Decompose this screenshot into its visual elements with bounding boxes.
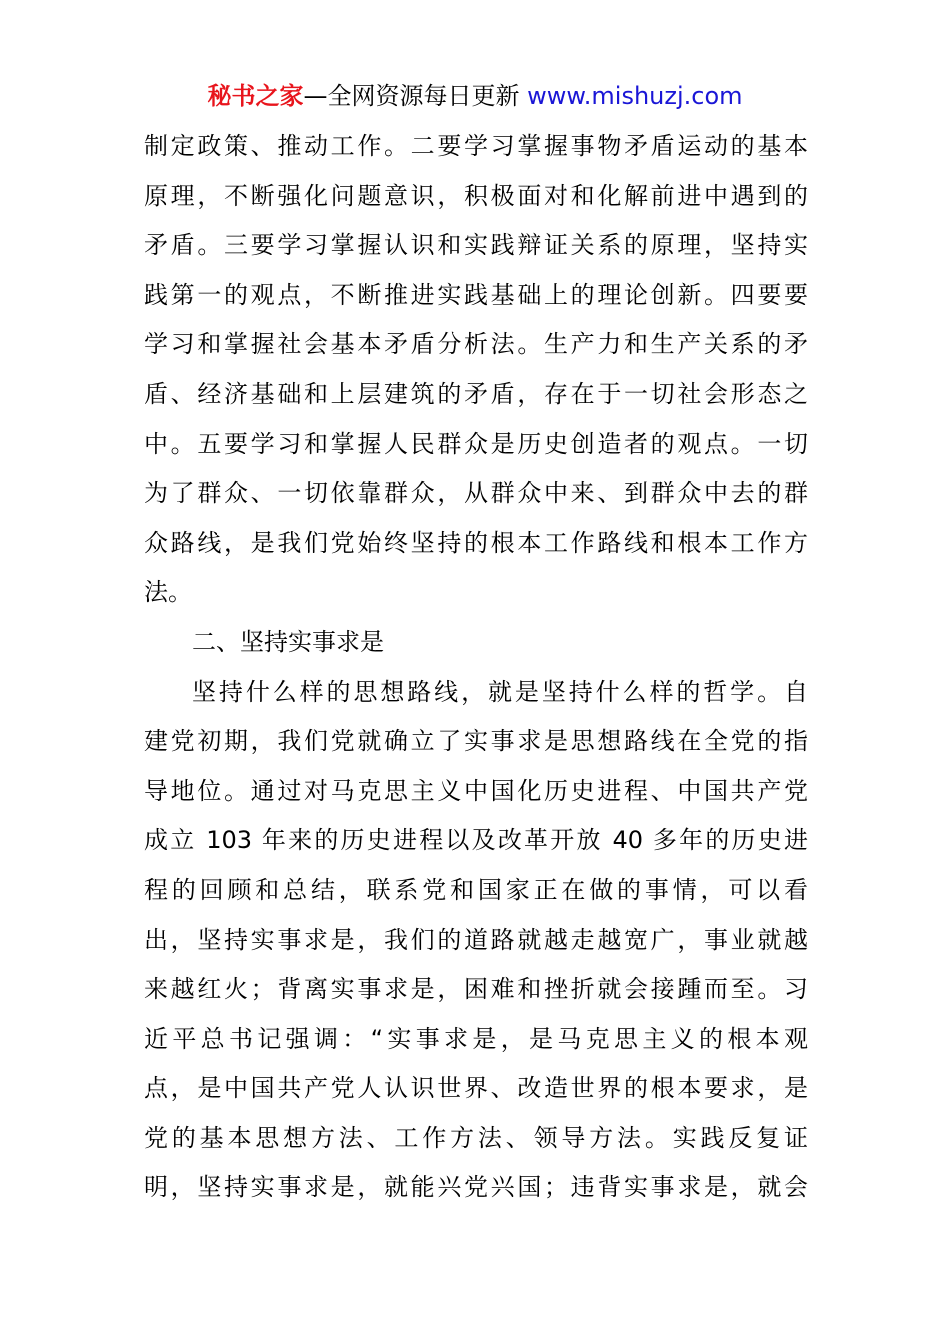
text-line: 坚持什么样的思想路线，就是坚持什么样的哲学。自 bbox=[192, 677, 808, 706]
text-line: 原理，不断强化问题意识，积极面对和化解前进中遇到的 bbox=[144, 181, 808, 210]
text-line: 矛盾。三要学习掌握认识和实践辩证关系的原理，坚持实 bbox=[144, 231, 808, 260]
text-line: 明，坚持实事求是，就能兴党兴国；违背实事求是，就会 bbox=[144, 1173, 808, 1202]
text-line: 导地位。通过对马克思主义中国化历史进程、中国共产党 bbox=[144, 776, 808, 805]
site-url-link[interactable]: www.mishuzj.com bbox=[527, 82, 743, 110]
text-line: 学习和掌握社会基本矛盾分析法。生产力和生产关系的矛 bbox=[144, 330, 808, 359]
text-line: 盾、经济基础和上层建筑的矛盾，存在于一切社会形态之 bbox=[144, 379, 808, 408]
text-line: 众路线，是我们党始终坚持的根本工作路线和根本工作方 bbox=[144, 528, 808, 557]
text-line: 点，是中国共产党人认识世界、改造世界的根本要求，是 bbox=[144, 1074, 808, 1103]
document-body bbox=[144, 122, 808, 1213]
text-line: 中。五要学习和掌握人民群众是历史创造者的观点。一切 bbox=[144, 429, 808, 458]
text-line: 成立 103 年来的历史进程以及改革开放 40 多年的历史进 bbox=[144, 826, 808, 855]
site-header bbox=[0, 78, 950, 114]
text-line: 出，坚持实事求是，我们的道路就越走越宽广，事业就越 bbox=[144, 925, 808, 954]
text-line: 来越红火；背离实事求是，困难和挫折就会接踵而至。习 bbox=[144, 975, 808, 1004]
text-line: 建党初期，我们党就确立了实事求是思想路线在全党的指 bbox=[144, 727, 808, 756]
text-line: 为了群众、一切依靠群众，从群众中来、到群众中去的群 bbox=[144, 479, 808, 508]
site-brand: 秘书之家 bbox=[207, 82, 304, 110]
text-line: 党的基本思想方法、工作方法、领导方法。实践反复证 bbox=[144, 1123, 808, 1152]
text-line: 近平总书记强调：“实事求是，是马克思主义的根本观 bbox=[144, 1024, 808, 1053]
text-line: 程的回顾和总结，联系党和国家正在做的事情，可以看 bbox=[144, 875, 808, 904]
text-line: 践第一的观点，不断推进实践基础上的理论创新。四要要 bbox=[144, 280, 808, 309]
section-heading: 二、坚持实事求是 bbox=[192, 627, 384, 656]
text-line: 制定政策、推动工作。二要学习掌握事物矛盾运动的基本 bbox=[144, 132, 808, 160]
text-line: 法。 bbox=[144, 578, 192, 607]
site-tagline: —全网资源每日更新 bbox=[303, 82, 520, 110]
